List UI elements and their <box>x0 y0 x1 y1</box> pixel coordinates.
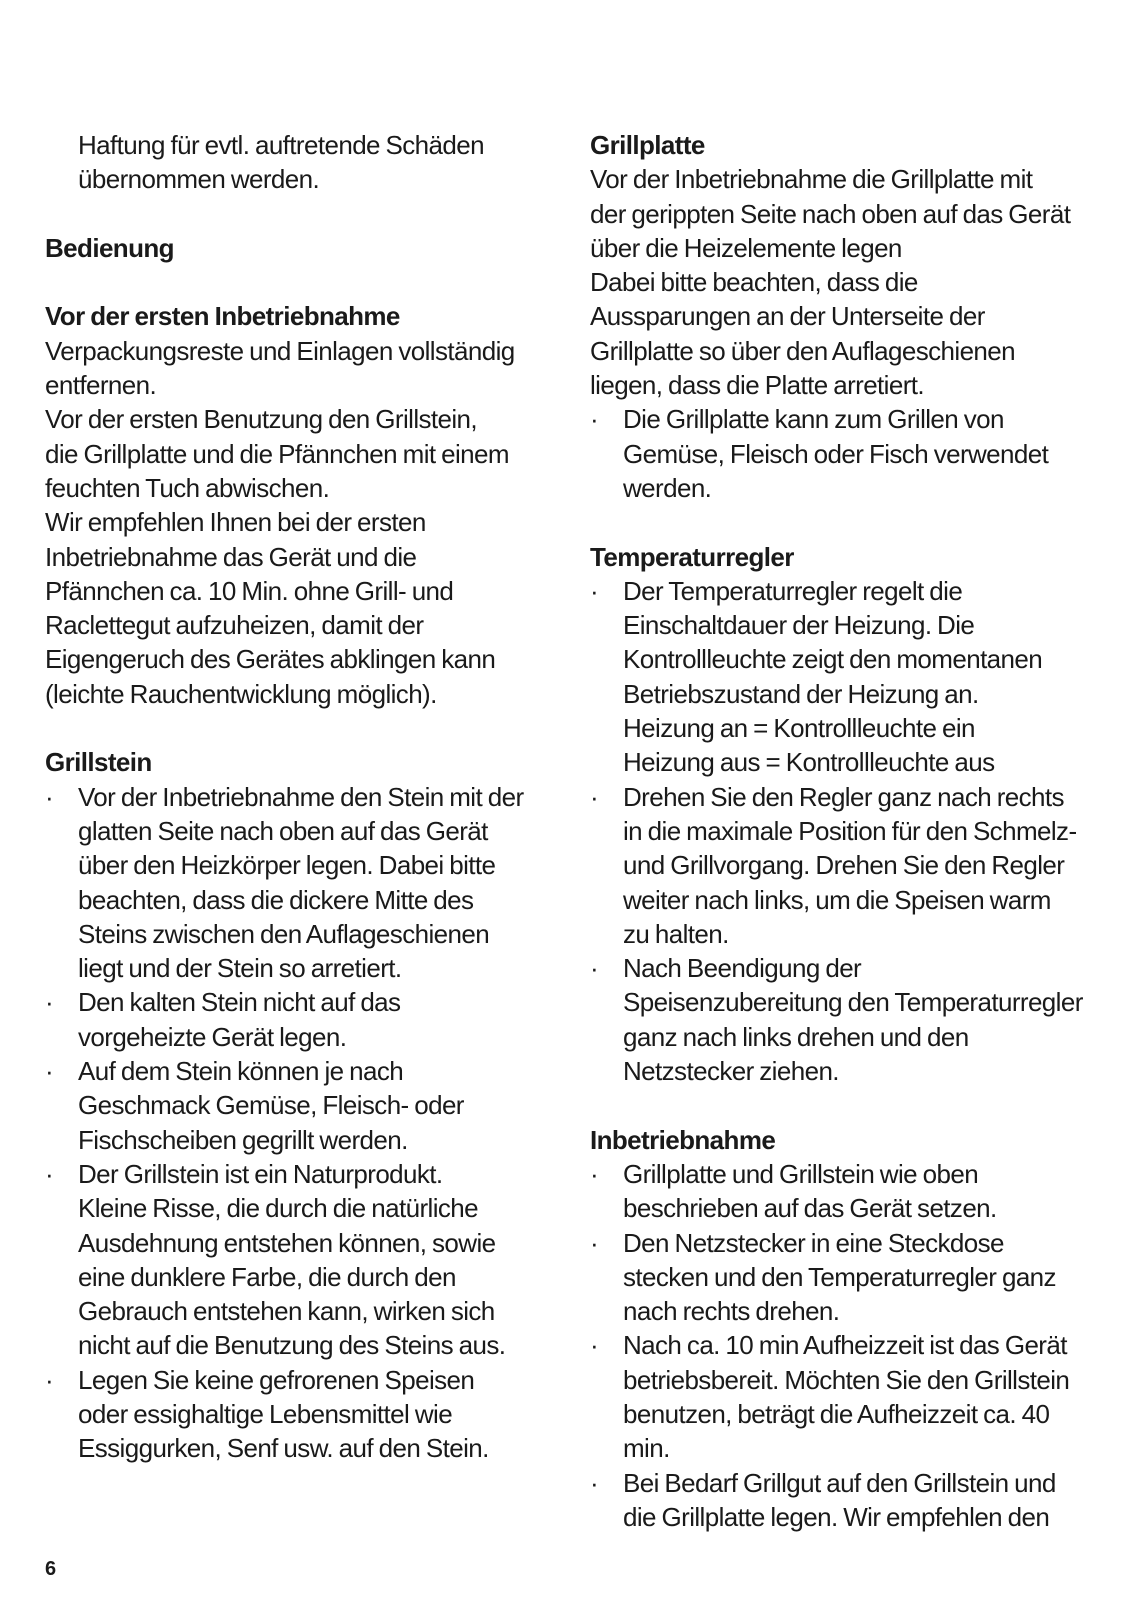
list-item-line: Auf dem Stein können je nach <box>78 1056 404 1087</box>
list-item-line: glatten Seite nach oben auf das Gerät <box>78 815 488 846</box>
text-line: der gerippten Seite nach oben auf das Gerät <box>590 198 1071 229</box>
list-item <box>590 1466 1100 1535</box>
text-line: liegen, dass die Platte arretiert. <box>590 370 925 401</box>
list-item-line: Kleine Risse, die durch die natürliche <box>78 1193 478 1224</box>
text-line: Haftung für evtl. auftretende Schäden <box>78 130 484 160</box>
list-item <box>45 1054 545 1157</box>
grillstein-heading: Grillstein <box>45 747 152 778</box>
page-number: 6 <box>45 1558 57 1580</box>
list-item <box>590 1157 1100 1226</box>
list-item-line: beachten, dass die dickere Mitte des <box>78 884 474 915</box>
list-item-line: oder essighaltige Lebensmittel wie <box>78 1398 453 1429</box>
list-item-line: weiter nach links, um die Speisen warm <box>623 884 1051 915</box>
list-item-line: und Grillvorgang. Drehen Sie den Regler <box>623 850 1065 881</box>
bullet-icon: · <box>590 781 599 812</box>
first-use-text <box>45 334 545 711</box>
text-line: Inbetriebnahme das Gerät und die <box>45 541 417 572</box>
temperaturregler-heading: Temperaturregler <box>590 541 794 572</box>
bullet-icon: · <box>590 1158 599 1189</box>
bullet-icon: · <box>45 1056 54 1087</box>
list-item-line: werden. <box>623 472 712 503</box>
text-line: Vor der Inbetriebnahme die Grillplatte mit <box>590 164 1033 195</box>
text-line: (leichte Rauchentwicklung möglich). <box>45 678 437 709</box>
list-item-line: benutzen, beträgt die Aufheizzeit ca. 40 <box>623 1398 1050 1429</box>
text-line: übernommen werden. <box>78 164 320 195</box>
list-item-line: vorgeheizte Gerät legen. <box>78 1021 347 1052</box>
list-item-line: Speisenzubereitung den Temperaturregler <box>623 987 1083 1018</box>
text-line: entfernen. <box>45 370 157 401</box>
list-item-line: beschrieben auf das Gerät setzen. <box>623 1193 997 1224</box>
text-line: Pfännchen ca. 10 Min. ohne Grill- und <box>45 575 454 606</box>
list-item <box>590 780 1100 951</box>
first-use-heading: Vor der ersten Inbetriebnahme <box>45 301 400 332</box>
list-item <box>45 1157 545 1363</box>
list-item <box>590 951 1100 1088</box>
grillplatte-heading: Grillplatte <box>590 130 705 160</box>
list-item-line: Grillplatte und Grillstein wie oben <box>623 1158 979 1189</box>
grillstein-list <box>45 780 545 1466</box>
list-item-line: Der Grillstein ist ein Naturprodukt. <box>78 1158 443 1189</box>
bullet-icon: · <box>45 1158 54 1189</box>
list-item-line: die Grillplatte legen. Wir empfehlen den <box>623 1501 1050 1532</box>
list-item-line: Heizung an = Kontrollleuchte ein <box>623 713 975 744</box>
right-column <box>590 128 1100 1534</box>
list-item-line: Betriebszustand der Heizung an. <box>623 678 979 709</box>
list-item-line: min. <box>623 1433 670 1464</box>
list-item-line: Einschaltdauer der Heizung. Die <box>623 610 975 641</box>
list-item <box>45 985 545 1054</box>
list-item-line: Die Grillplatte kann zum Grillen von <box>623 404 1004 435</box>
bullet-icon: · <box>45 1364 54 1395</box>
bullet-icon: · <box>590 1467 599 1498</box>
bullet-icon: · <box>590 575 599 606</box>
list-item-line: zu halten. <box>623 918 729 949</box>
bullet-icon: · <box>590 1227 599 1258</box>
list-item-line: Drehen Sie den Regler ganz nach rechts <box>623 781 1064 812</box>
list-item-line: eine dunklere Farbe, die durch den <box>78 1261 456 1292</box>
list-item-line: in die maximale Position für den Schmelz- <box>623 815 1077 846</box>
list-item-line: Netzstecker ziehen. <box>623 1056 839 1087</box>
list-item-line: Legen Sie keine gefrorenen Speisen <box>78 1364 475 1395</box>
inbetriebnahme-list <box>590 1157 1100 1534</box>
list-item-line: betriebsbereit. Möchten Sie den Grillstein <box>623 1364 1070 1395</box>
list-item-line: Kontrollleuchte zeigt den momentanen <box>623 644 1043 675</box>
list-item-line: Vor der Inbetriebnahme den Stein mit der <box>78 781 524 812</box>
list-item-line: Den Netzstecker in eine Steckdose <box>623 1227 1004 1258</box>
list-item <box>590 1226 1100 1329</box>
list-item-line: stecken und den Temperaturregler ganz <box>623 1261 1056 1292</box>
bullet-icon: · <box>45 781 54 812</box>
list-item-line: Essiggurken, Senf usw. auf den Stein. <box>78 1433 489 1464</box>
list-item-line: Ausdehnung entstehen können, sowie <box>78 1227 496 1258</box>
inbetriebnahme-heading: Inbetriebnahme <box>590 1124 776 1155</box>
list-item-line: nach rechts drehen. <box>623 1296 840 1327</box>
list-item <box>590 402 1100 505</box>
left-column <box>45 128 545 1466</box>
list-item-line: ganz nach links drehen und den <box>623 1021 969 1052</box>
text-line: Grillplatte so über den Auflageschienen <box>590 335 1016 366</box>
list-item <box>45 1363 545 1466</box>
temperaturregler-list <box>590 574 1100 1088</box>
list-item-line: Fischscheiben gegrillt werden. <box>78 1124 408 1155</box>
text-line: über die Heizelemente legen <box>590 232 902 263</box>
intro-paragraph <box>45 128 545 197</box>
text-line: die Grillplatte und die Pfännchen mit einem <box>45 438 509 469</box>
list-item-line: nicht auf die Benutzung des Steins aus. <box>78 1330 506 1361</box>
list-item-line: Den kalten Stein nicht auf das <box>78 987 401 1018</box>
list-item-line: Geschmack Gemüse, Fleisch- oder <box>78 1090 464 1121</box>
section-title: Bedienung <box>45 232 174 263</box>
grillplatte-list <box>590 402 1100 505</box>
list-item-line: Nach ca. 10 min Aufheizzeit ist das Gerät <box>623 1330 1067 1361</box>
list-item <box>45 780 545 986</box>
text-line: Raclettegut aufzuheizen, damit der <box>45 610 424 641</box>
list-item-line: liegt und der Stein so arretiert. <box>78 953 402 984</box>
bullet-icon: · <box>45 987 54 1018</box>
list-item-line: Bei Bedarf Grillgut auf den Grillstein und <box>623 1467 1056 1498</box>
list-item-line: Gebrauch entstehen kann, wirken sich <box>78 1296 495 1327</box>
text-line: Aussparungen an der Unterseite der <box>590 301 985 332</box>
list-item <box>590 574 1100 780</box>
list-item-line: Heizung aus = Kontrollleuchte aus <box>623 747 995 778</box>
list-item-line: Der Temperaturregler regelt die <box>623 575 963 606</box>
text-line: Vor der ersten Benutzung den Grillstein, <box>45 404 478 435</box>
text-line: feuchten Tuch abwischen. <box>45 472 330 503</box>
text-line: Dabei bitte beachten, dass die <box>590 267 918 298</box>
text-line: Verpackungsreste und Einlagen vollständig <box>45 335 515 366</box>
grillplatte-text <box>590 162 1100 402</box>
list-item-line: Steins zwischen den Auflageschienen <box>78 918 490 949</box>
text-line: Eigengeruch des Gerätes abklingen kann <box>45 644 496 675</box>
bullet-icon: · <box>590 953 599 984</box>
list-item <box>590 1328 1100 1465</box>
list-item-line: über den Heizkörper legen. Dabei bitte <box>78 850 496 881</box>
bullet-icon: · <box>590 1330 599 1361</box>
list-item-line: Gemüse, Fleisch oder Fisch verwendet <box>623 438 1049 469</box>
bullet-icon: · <box>590 404 599 435</box>
list-item-line: Nach Beendigung der <box>623 953 862 984</box>
text-line: Wir empfehlen Ihnen bei der ersten <box>45 507 426 538</box>
